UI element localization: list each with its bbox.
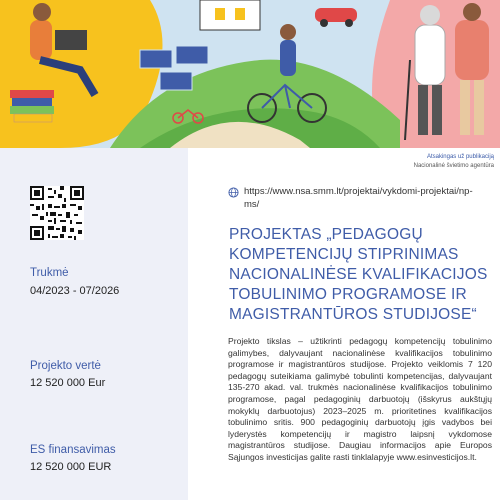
project-value-amount: 12 520 000 Eur	[30, 377, 106, 389]
globe-icon	[228, 187, 239, 198]
publication-responsible	[414, 153, 494, 171]
duration-label: Trukmė	[30, 267, 69, 279]
project-description: Projekto tikslas – užtikrinti pedagogų kompetencijų tobulinimo galimybes, dalyvaujant nacionalinėse kvalifikacijos tobulinimo programose ir magistrantūros studijose. Projekto veiklomis 7 120 pedagogų suteikiama galimybė tobulinti kompetencijas, dalyvaujant 135-270 akad. val. trukmės nacionalinėse kvalifikacijos tobulinimo programose, pagal pedagoginių darbuotojų (išskyrus aukštųjų mokyklų darbuotojus) 2023–2025 m. prioritetines kvalifikacijos tobulinimo sritis. 900 pedagoginių darbuotojų įgis vadybos bei lyderystės kompetencijų ir magistro laipsnį vykdomose magistrantūros studijose. Daugiau informacijos apie Europos Sąjungos investicijas galite rasti tinklalapyje www.esinvesticijos.lt.	[228, 336, 492, 462]
project-url-link[interactable]: https://www.nsa.smm.lt/projektai/vykdomi-projektai/np-ms/	[244, 186, 473, 210]
eu-funding-amount: 12 520 000 EUR	[30, 461, 112, 473]
qr-code[interactable]	[30, 186, 84, 240]
hero-illustration	[0, 0, 500, 148]
eu-funding-label: ES finansavimas	[30, 444, 116, 456]
duration-value: 04/2023 - 07/2026	[30, 285, 120, 297]
project-value-label: Projekto vertė	[30, 360, 101, 372]
responsible-label: Atsakingas už publikaciją	[426, 154, 494, 160]
project-title: PROJEKTAS „PEDAGOGŲ KOMPETENCIJŲ STIPRINIMAS NACIONALINĖSE KVALIFIKACIJOS TOBULINIMO PROGRAMOSE IR MAGISTRANTŪROS STUDIJOSE“	[229, 226, 488, 323]
responsible-agency: Nacionalinė švietimo agentūra	[413, 163, 494, 169]
